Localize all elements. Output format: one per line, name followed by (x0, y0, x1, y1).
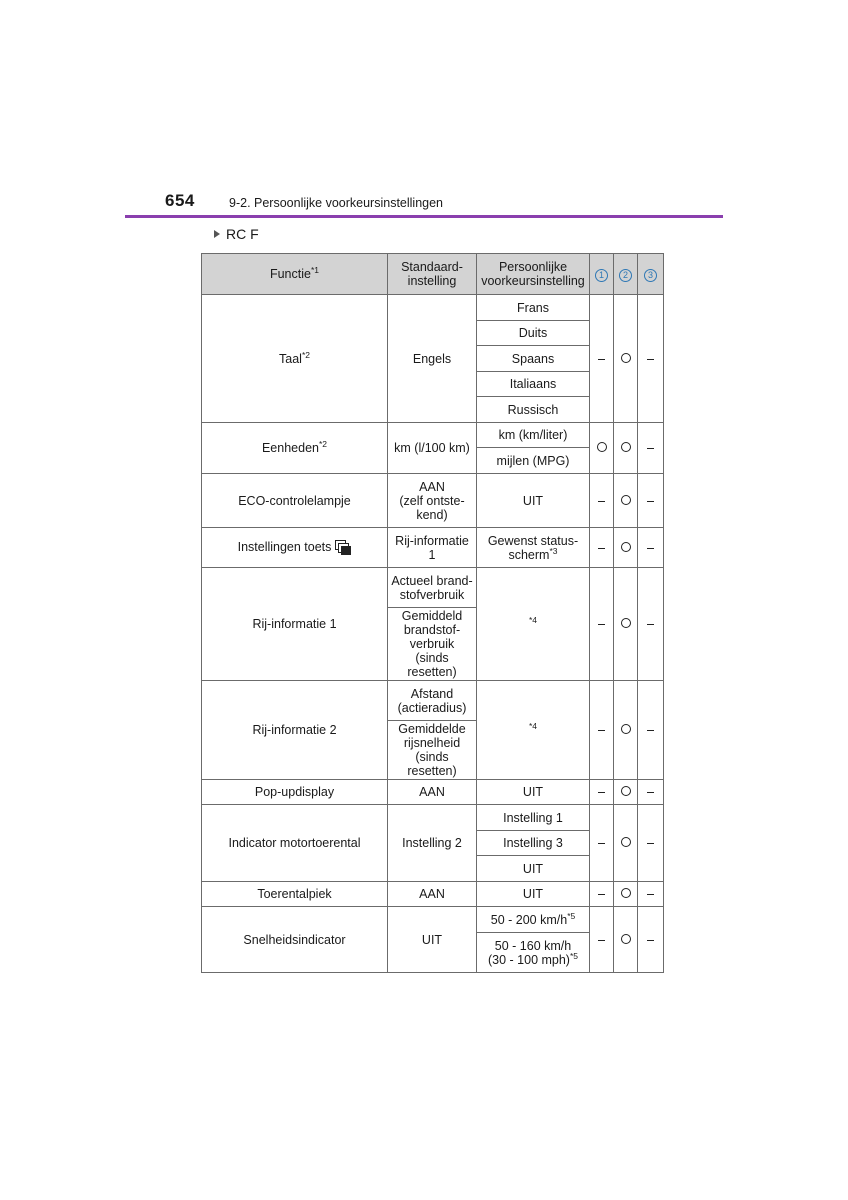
cell-default: Engels (388, 295, 477, 423)
dash-icon (598, 624, 605, 625)
cell-function: Instellingen toets (202, 528, 388, 568)
cell-default: AAN (388, 882, 477, 907)
table-header-row (202, 254, 664, 295)
circle-icon (597, 442, 607, 452)
cell-option: 50 - 160 km/h (30 - 100 mph)$^{*5}$ (477, 933, 590, 973)
dash-icon (647, 940, 654, 941)
cell-default: km (l/100 km) (388, 423, 477, 474)
cell-mark (638, 528, 664, 568)
circle-icon (621, 618, 631, 628)
circled-1-icon: 1 (595, 269, 608, 282)
circle-icon (621, 442, 631, 452)
cell-option: Spaans (477, 346, 590, 372)
subsection-heading (214, 226, 259, 242)
cell-option: Russisch (477, 397, 590, 423)
cell-option: Italiaans (477, 372, 590, 397)
cell-mark (638, 423, 664, 474)
circle-icon (621, 888, 631, 898)
cell-mark (590, 780, 614, 805)
header-function: Functie$^{*1}$ (202, 254, 388, 295)
dash-icon (647, 448, 654, 449)
dash-icon (647, 792, 654, 793)
cell-default: Instelling 2 (388, 805, 477, 882)
cell-mark (614, 780, 638, 805)
cell-option: *4 (477, 568, 590, 681)
triangle-right-icon (214, 230, 220, 238)
header-rule (125, 215, 723, 218)
cell-mark (590, 805, 614, 882)
circled-3-icon: 3 (644, 269, 657, 282)
cell-option: Gewenst status- scherm$^{*3}$ (477, 528, 590, 568)
cell-mark (638, 780, 664, 805)
cell-option: UIT (477, 856, 590, 882)
cell-default: Gemiddeld brandstof- verbruik (sinds resetten) (388, 608, 477, 681)
circle-icon (621, 786, 631, 796)
cell-mark (638, 805, 664, 882)
cell-default: Gemiddelde rijsnelheid (sinds resetten) (388, 721, 477, 780)
table-row (202, 474, 664, 528)
cell-mark (614, 907, 638, 973)
cell-mark (590, 568, 614, 681)
cell-default: Rij-informatie 1 (388, 528, 477, 568)
page-number: 654 (165, 191, 195, 210)
dash-icon (598, 730, 605, 731)
cell-mark (614, 423, 638, 474)
header-default: Standaard- instelling (388, 254, 477, 295)
table-row (202, 681, 664, 721)
cell-function: Snelheidsindicator (202, 907, 388, 973)
cell-mark (638, 568, 664, 681)
cell-default: AAN (388, 780, 477, 805)
circle-icon (621, 934, 631, 944)
dash-icon (598, 792, 605, 793)
header-col-2 (614, 254, 638, 295)
table-row (202, 295, 664, 321)
cell-option: Frans (477, 295, 590, 321)
header-col-1 (590, 254, 614, 295)
table-row (202, 528, 664, 568)
settings-table (201, 253, 664, 973)
table-row (202, 805, 664, 831)
section-title: 9-2. Persoonlijke voorkeursinstellingen (229, 196, 444, 210)
cell-function: Rij-informatie 2 (202, 681, 388, 780)
cell-mark (638, 295, 664, 423)
cell-option: UIT (477, 882, 590, 907)
cell-mark (590, 474, 614, 528)
header-col-3 (638, 254, 664, 295)
dash-icon (647, 359, 654, 360)
table-row (202, 423, 664, 448)
dash-icon (647, 843, 654, 844)
dash-icon (598, 940, 605, 941)
table-row (202, 568, 664, 608)
cell-function: Pop-updisplay (202, 780, 388, 805)
dash-icon (647, 624, 654, 625)
cell-mark (614, 805, 638, 882)
dash-icon (598, 843, 605, 844)
cell-function: ECO-controlelampje (202, 474, 388, 528)
cell-option: *4 (477, 681, 590, 780)
cell-mark (614, 568, 638, 681)
cell-default: Actueel brand- stofverbruik (388, 568, 477, 608)
dash-icon (647, 894, 654, 895)
header-personal: Persoonlijke voorkeursinstelling (477, 254, 590, 295)
dash-icon (598, 501, 605, 502)
dash-icon (647, 730, 654, 731)
cell-mark (590, 681, 614, 780)
cell-option: Instelling 3 (477, 831, 590, 856)
cell-mark (614, 474, 638, 528)
dash-icon (598, 548, 605, 549)
cell-option: mijlen (MPG) (477, 448, 590, 474)
cell-mark (638, 474, 664, 528)
circle-icon (621, 353, 631, 363)
cell-mark (614, 681, 638, 780)
cell-function: Taal$^{*2}$ (202, 295, 388, 423)
dash-icon (647, 548, 654, 549)
cell-option: Duits (477, 321, 590, 346)
cell-option: UIT (477, 780, 590, 805)
table-row (202, 882, 664, 907)
screen-settings-icon (335, 540, 351, 555)
cell-function: Eenheden$^{*2}$ (202, 423, 388, 474)
cell-option: 50 - 200 $km/h^{*5}$ (477, 907, 590, 933)
circle-icon (621, 837, 631, 847)
cell-function: Indicator motortoerental (202, 805, 388, 882)
table-row (202, 780, 664, 805)
cell-mark (590, 882, 614, 907)
cell-mark (590, 295, 614, 423)
cell-option: km (km/liter) (477, 423, 590, 448)
dash-icon (598, 894, 605, 895)
cell-default: AAN (zelf ontste- kend) (388, 474, 477, 528)
cell-default: UIT (388, 907, 477, 973)
cell-mark (638, 681, 664, 780)
cell-mark (638, 882, 664, 907)
cell-mark (638, 907, 664, 973)
circle-icon (621, 542, 631, 552)
cell-option: Instelling 1 (477, 805, 590, 831)
cell-option: UIT (477, 474, 590, 528)
dash-icon (598, 359, 605, 360)
circled-2-icon: 2 (619, 269, 632, 282)
cell-mark (590, 423, 614, 474)
subsection-label: RC F (226, 226, 259, 242)
table-row (202, 907, 664, 933)
cell-default: Afstand (actieradius) (388, 681, 477, 721)
cell-function: Rij-informatie 1 (202, 568, 388, 681)
cell-mark (590, 528, 614, 568)
circle-icon (621, 724, 631, 734)
circle-icon (621, 495, 631, 505)
cell-mark (614, 882, 638, 907)
cell-mark (590, 907, 614, 973)
cell-mark (614, 528, 638, 568)
cell-function: Toerentalpiek (202, 882, 388, 907)
dash-icon (647, 501, 654, 502)
cell-mark (614, 295, 638, 423)
